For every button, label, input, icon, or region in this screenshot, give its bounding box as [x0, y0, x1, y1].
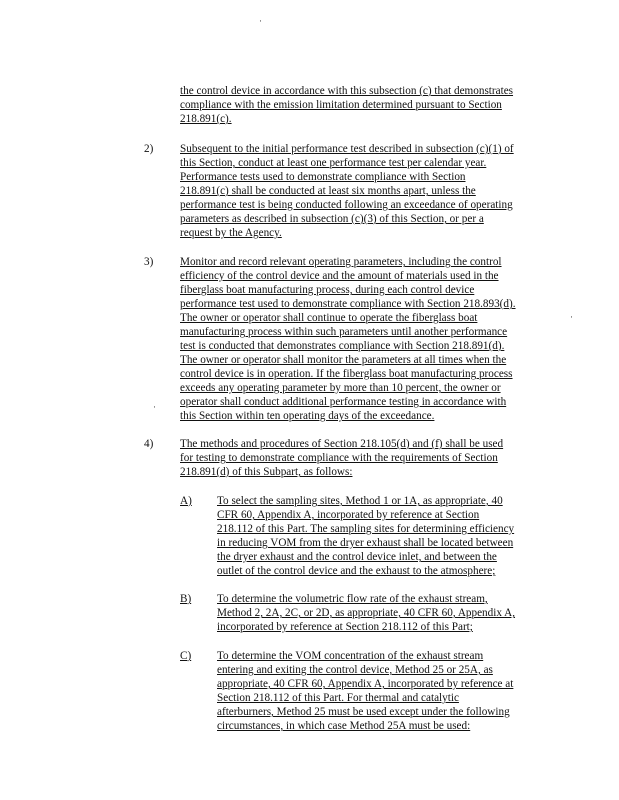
- text-line: Method 2, 2A, 2C, or 2D, as appropriate, 40 CFR 60, Appendix A,: [217, 607, 516, 619]
- subitem-letter: B): [180, 593, 192, 605]
- text-line: performance test is being conducted following an exceedance of operating: [180, 199, 513, 211]
- text-line: parameters as described in subsection (c)(3) of this Section, or per a: [180, 213, 484, 225]
- text-line: manufacturing process within such parameters until another performance: [180, 326, 508, 338]
- text-line: To determine the VOM concentration of the exhaust stream: [217, 650, 484, 662]
- subitem-letter: A): [180, 495, 192, 507]
- text-line: To determine the volumetric flow rate of the exhaust stream,: [217, 593, 488, 605]
- item-number: 3): [144, 256, 154, 268]
- text-line: The owner or operator shall monitor the parameters at all times when the: [180, 354, 507, 366]
- text-line: 218.112 of this Part. The sampling sites for determining efficiency: [217, 523, 515, 535]
- text-line: circumstances, in which case Method 25A must be used:: [217, 720, 471, 732]
- text-line: incorporated by reference at Section 218.112 of this Part;: [217, 621, 473, 633]
- text-line: control device is in operation. If the fiberglass boat manufacturing process: [180, 368, 513, 380]
- text-line: the control device in accordance with this subsection (c) that demonstrates: [180, 85, 514, 97]
- subitem-letter: C): [180, 650, 192, 662]
- text-line: fiberglass boat manufacturing process, during each control device: [180, 284, 475, 296]
- scan-speck: ·: [259, 16, 262, 26]
- text-line: 218.891(d) of this Subpart, as follows:: [180, 466, 353, 478]
- text-line: test is conducted that demonstrates compliance with Section 218.891(d).: [180, 340, 505, 352]
- text-line: this Section within ten operating days of the exceedance.: [180, 410, 435, 422]
- text-line: Monitor and record relevant operating parameters, including the control: [180, 256, 502, 268]
- text-line: entering and exiting the control device, Method 25 or 25A, as: [217, 664, 493, 676]
- text-line: CFR 60, Appendix A, incorporated by reference at Section: [217, 509, 480, 521]
- scan-speck: ·: [153, 402, 156, 412]
- text-line: afterburners, Method 25 must be used except under the following: [217, 706, 510, 718]
- text-line: performance test used to demonstrate compliance with Section 218.893(d).: [180, 298, 516, 310]
- text-line: outlet of the control device and the exhaust to the atmosphere;: [217, 565, 496, 577]
- text-line: operator shall conduct additional performance testing in accordance with: [180, 396, 507, 408]
- text-line: the dryer exhaust and the control device inlet, and between the: [217, 551, 497, 563]
- text-line: The methods and procedures of Section 218.105(d) and (f) shall be used: [180, 438, 504, 450]
- text-line: The owner or operator shall continue to operate the fiberglass boat: [180, 312, 478, 324]
- item-number: 4): [144, 438, 154, 450]
- text-line: appropriate, 40 CFR 60, Appendix A, incorporated by reference at: [217, 678, 514, 690]
- text-line: compliance with the emission limitation determined pursuant to Section: [180, 99, 502, 111]
- text-line: in reducing VOM from the dryer exhaust shall be located between: [217, 537, 514, 549]
- text-line: Performance tests used to demonstrate compliance with Section: [180, 171, 466, 183]
- text-line: To select the sampling sites, Method 1 or 1A, as appropriate, 40: [217, 495, 503, 507]
- text-line: 218.891(c).: [180, 113, 232, 125]
- text-line: exceeds any operating parameter by more than 10 percent, the owner or: [180, 382, 501, 394]
- text-line: request by the Agency.: [180, 227, 282, 239]
- scan-speck: ·: [570, 312, 573, 322]
- text-line: Section 218.112 of this Part. For thermal and catalytic: [217, 692, 459, 704]
- text-line: 218.891(c) shall be conducted at least six months apart, unless the: [180, 185, 476, 197]
- text-line: Subsequent to the initial performance test described in subsection (c)(1) of: [180, 143, 514, 155]
- text-line: for testing to demonstrate compliance with the requirements of Section: [180, 452, 498, 464]
- text-line: this Section, conduct at least one performance test per calendar year.: [180, 157, 487, 169]
- item-number: 2): [144, 143, 154, 155]
- text-line: efficiency of the control device and the amount of materials used in the: [180, 270, 499, 282]
